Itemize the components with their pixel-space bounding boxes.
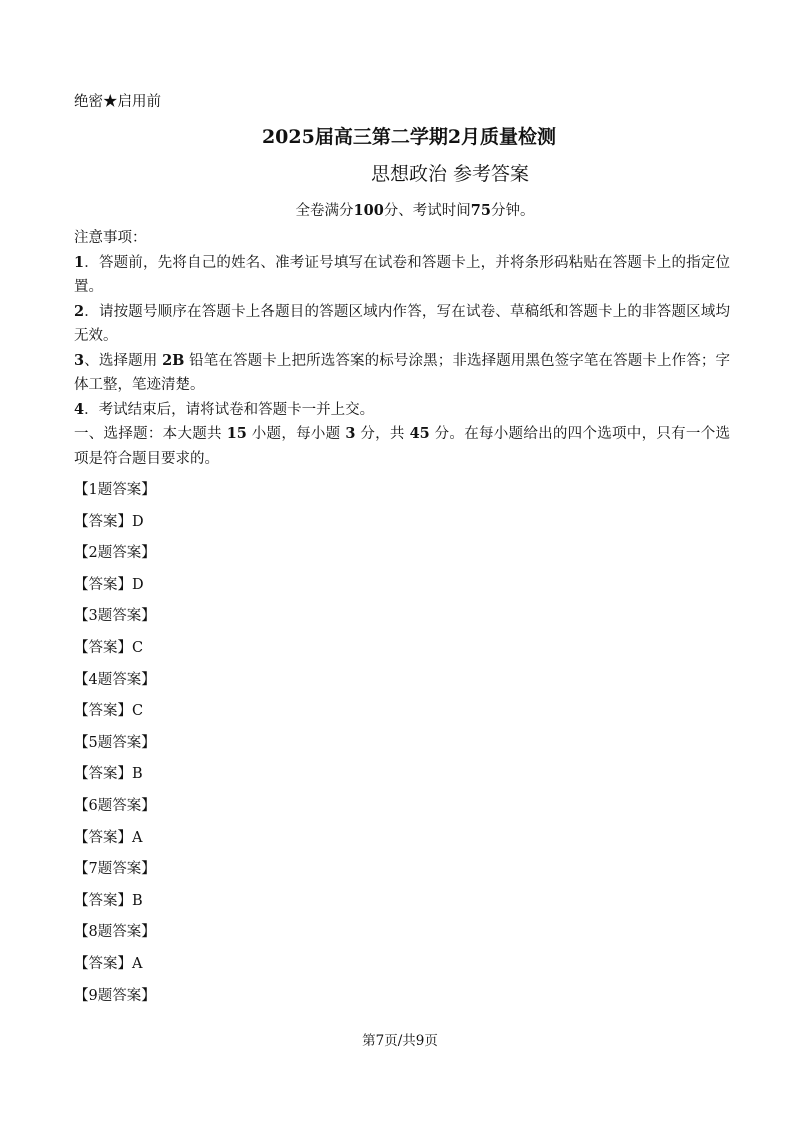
question-label: 【5题答案】 <box>74 734 156 751</box>
score-prefix: 全卷满分 <box>295 203 354 219</box>
question-label: 【6题答案】 <box>74 797 156 814</box>
answer-line: 【答案】B <box>74 892 143 909</box>
answer-list <box>74 479 730 1016</box>
exam-subtitle: 思想政治 参考答案 <box>370 163 530 185</box>
score-suffix: 分钟。 <box>490 203 535 219</box>
note-number: 4 <box>74 400 85 418</box>
note-separator: ． <box>84 303 99 320</box>
score-value: 100 <box>353 202 384 219</box>
note-text: 请按题号顺序在答题卡上各题目的答题区域内作答，写在试卷、草稿纸和答题卡上的非答题区域均无效。 <box>74 303 730 344</box>
note-item-1 <box>74 251 730 300</box>
notes-section <box>74 226 730 471</box>
note-text: 选择题用 <box>98 352 158 369</box>
note-text: 考试结束后，请将试卷和答题卡一并上交。 <box>98 401 375 418</box>
note-text: 铅笔在答题卡上把所选答案的标号涂黑；非选择题用黑色签字笔在答题卡上作答；字体工整，笔迹清楚。 <box>74 352 731 393</box>
question-label: 【3题答案】 <box>74 608 156 625</box>
note-separator: 、 <box>84 352 99 369</box>
note-item-2 <box>74 300 730 349</box>
score-time-line <box>0 201 800 221</box>
section-text: 分，共 <box>360 426 405 442</box>
section-text: 分。在每小题给出的四个选项中，只有一个选项是符合题目要求的。 <box>74 426 730 467</box>
exam-title: 2025届高三第二学期2月质量检测 <box>261 126 557 148</box>
note-separator: ． <box>84 254 99 271</box>
section-heading <box>74 422 730 471</box>
note-number: 3 <box>74 351 85 369</box>
question-label: 【2题答案】 <box>74 545 156 562</box>
section-text: 小题，每小题 <box>251 426 341 442</box>
note-number: 2 <box>74 302 85 320</box>
note-item-3 <box>74 349 730 398</box>
note-text: 答题前，先将自己的姓名、准考证号填写在试卷和答题卡上，并将条形码粘贴在答题卡上的指定位置。 <box>74 254 730 295</box>
notes-heading: 注意事项： <box>74 230 147 246</box>
note-number: 1 <box>74 253 85 271</box>
points-each: 3 <box>345 425 356 442</box>
confidential-label: 绝密★启用前 <box>74 94 161 110</box>
answer-line: 【答案】C <box>74 703 144 720</box>
answer-line: 【答案】C <box>74 639 144 656</box>
note-separator: ． <box>84 401 99 418</box>
question-label: 【8题答案】 <box>74 924 156 941</box>
question-label: 【7题答案】 <box>74 861 156 878</box>
page-number: 第7页/共9页 <box>362 1033 438 1049</box>
question-label: 【9题答案】 <box>74 987 156 1004</box>
answer-line: 【答案】A <box>74 829 143 846</box>
answer-line: 【答案】A <box>74 955 143 972</box>
answer-line: 【答案】B <box>74 766 143 783</box>
answer-line: 【答案】D <box>74 513 144 530</box>
note-item-4 <box>74 398 730 423</box>
note-bold-term: 2B <box>162 351 185 369</box>
question-count: 15 <box>226 425 247 442</box>
question-label: 【1题答案】 <box>74 482 156 498</box>
section-text: 一、选择题：本大题共 <box>74 426 222 442</box>
time-value: 75 <box>470 202 491 219</box>
question-label: 【4题答案】 <box>74 671 156 688</box>
score-mid: 分、考试时间 <box>383 203 471 219</box>
points-total: 45 <box>409 425 430 442</box>
answer-line: 【答案】D <box>74 576 144 593</box>
